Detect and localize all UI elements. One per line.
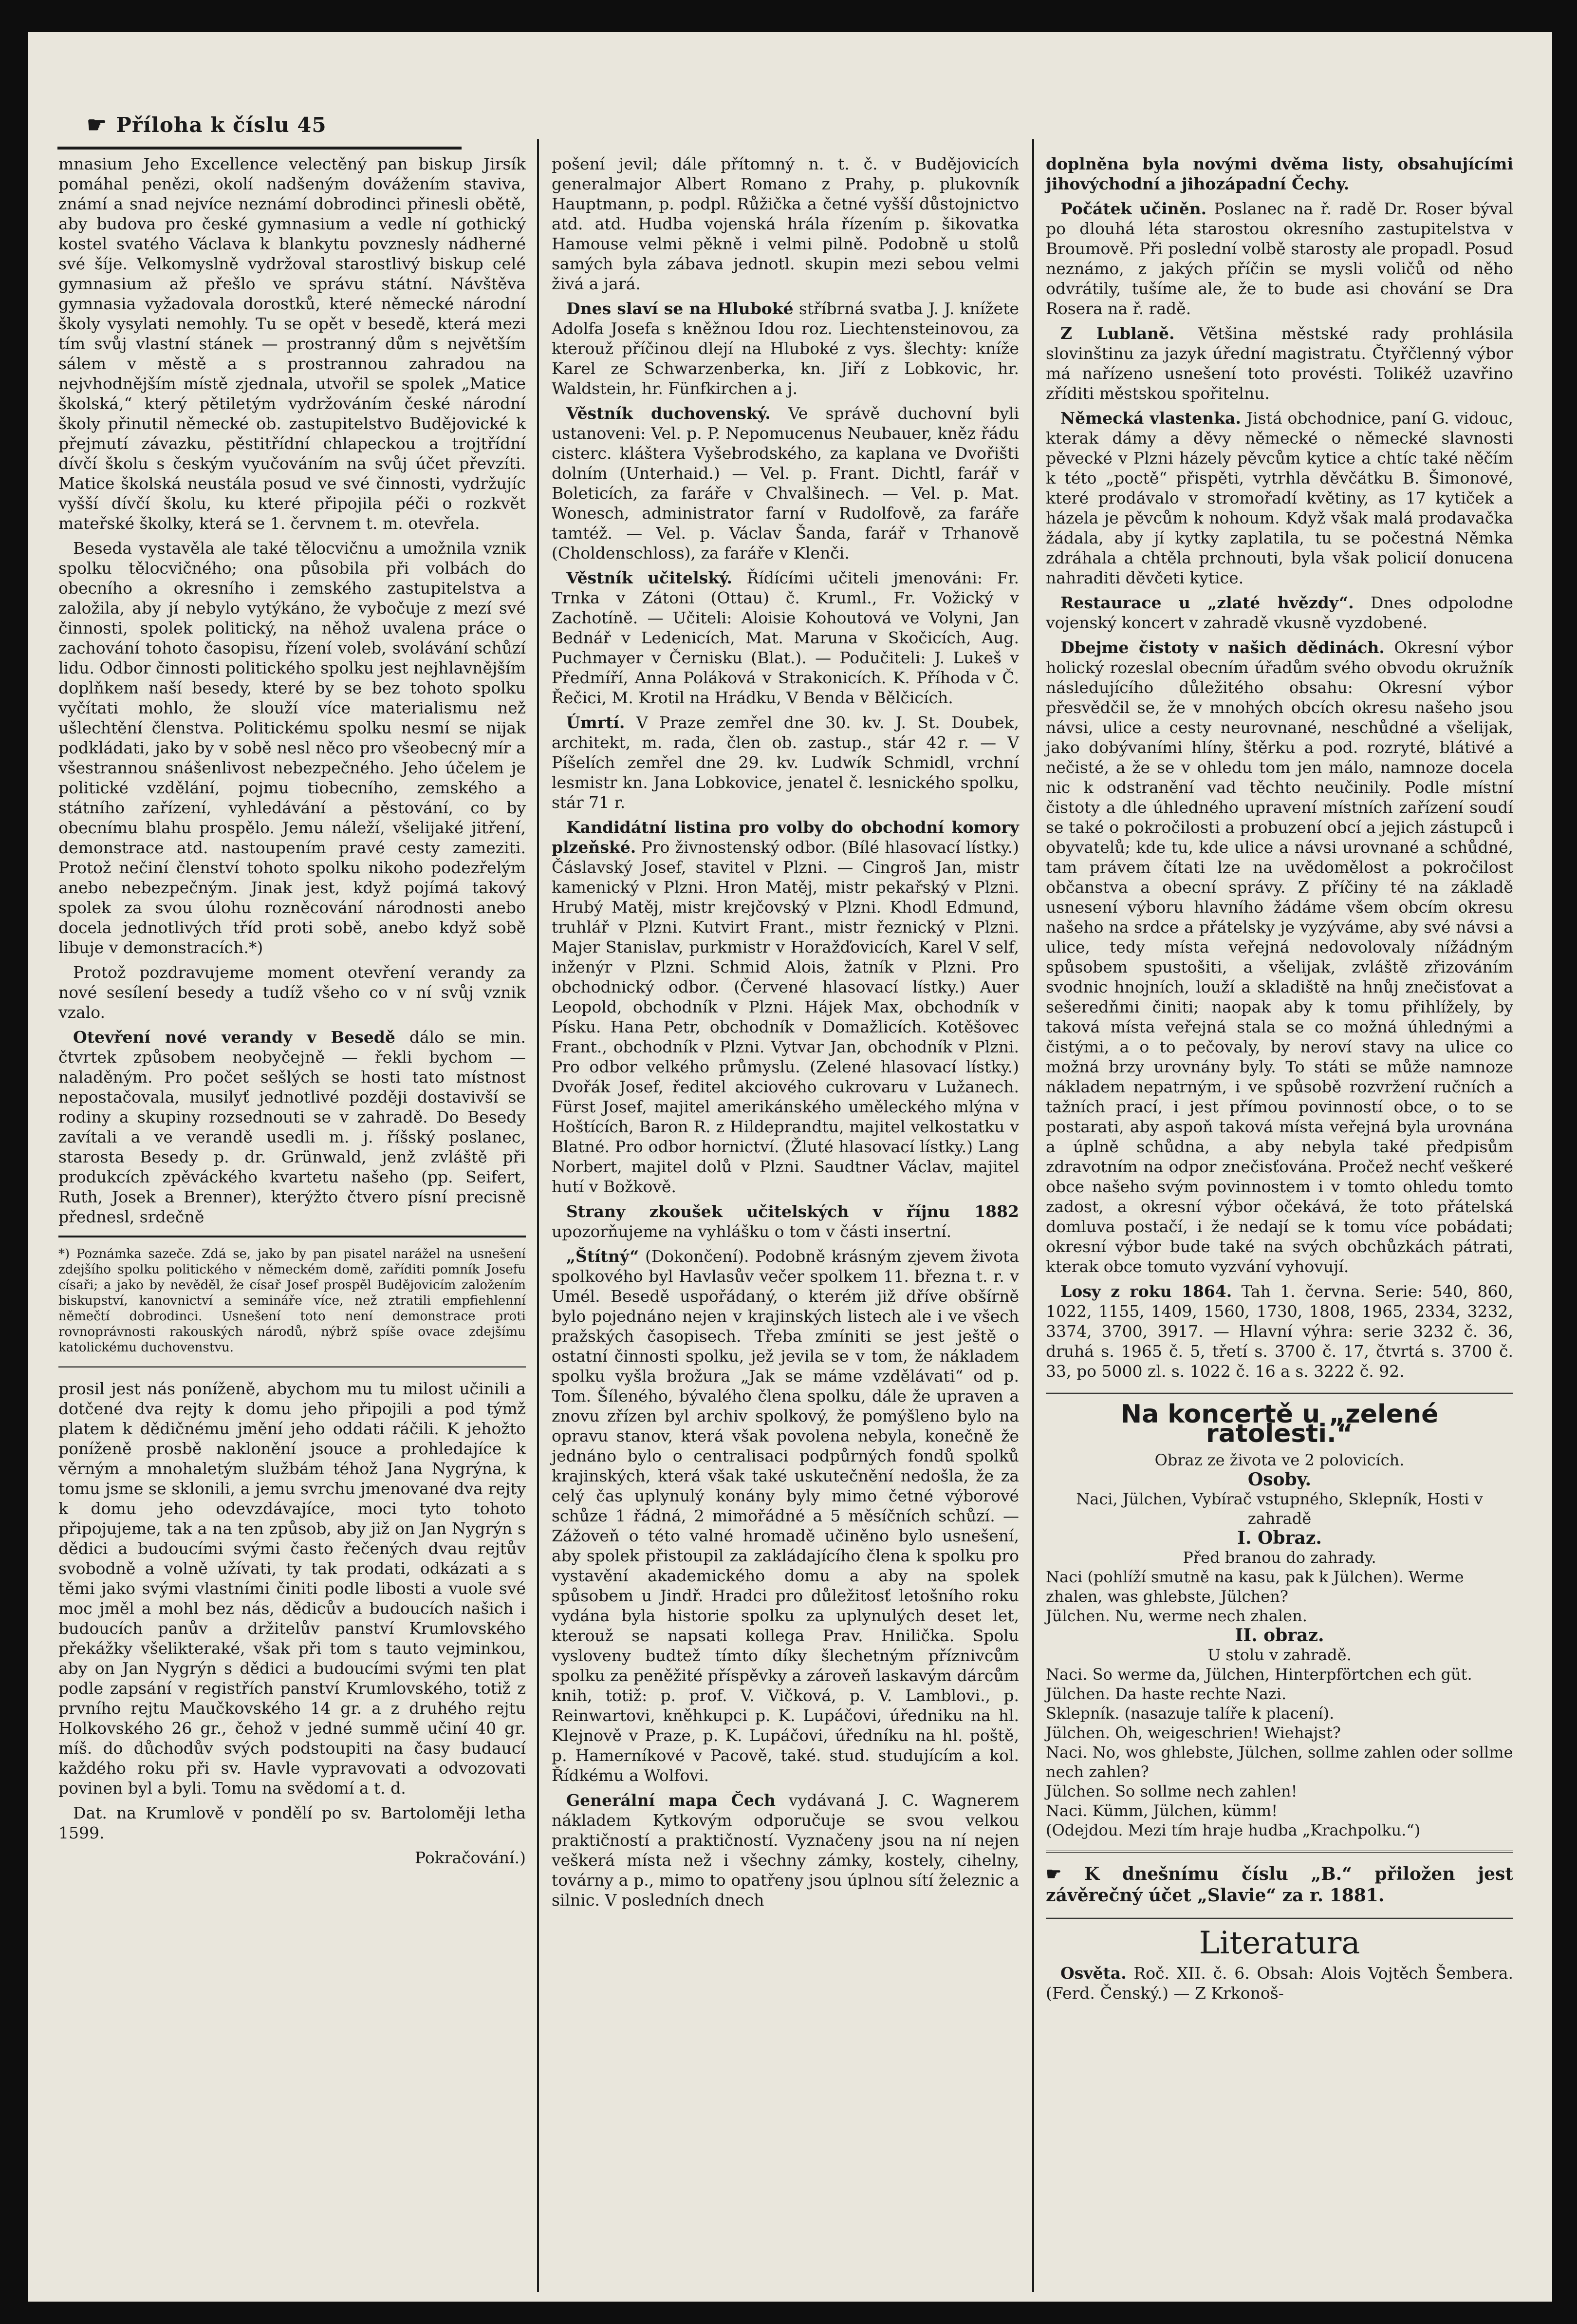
article-heading: Věstník duchovenský. (566, 404, 771, 423)
article-paragraph: prosil jest nás poníženě, abychom mu tu milost učinili a dotčené dva rejty k domu jeho připojili a pod týmž platem k dědičnému jmění jeho oddati ráčili. K jehožto poníženě prosbě naklonění jsouce a prohledajíce k věrným a mnohaletým službám téhož Jana Nygrýna, k tomu jsme se sklonili, a jemu svrchu jmenované dva rejty k domu jeho odevzdávajíce, moci tyto tohoto připojujeme, tak a na ten způsob, aby již on Jan Nygrýn s dědici a budoucími svými často řečených dvau rejtův svobodně a volně užívati, ty tak prodati, odkázati a s těmi jako svými vlastními činiti podle libosti a vuole své moc jměl a mohl bez nás, dědicův a budoucích našich i budoucích panův a držitelův panství Krumlovského překážky všelikteraké, však při tom s tauto vejminkou, aby on Jan Nygrýn s dědici a budoucími svými ten plat podle zapsání v registřích panství Krumlovského, totiž z prvního rejtu Maučkovského 14 gr. a z druhého rejtu Holkovského 26 gr., čehož v jedné summě učiní 40 gr. míš. do důchodův svých podstoupiti na časy budaucí každého roku při sv. Havle vypravovati a odvozovati povinen byl a byli. Tomu na svědomí a t. d. (58, 1379, 526, 1798)
dialogue-line: Naci (pohlíží smutně na kasu, pak k Jülchen). Werme zhalen, was ghlebste, Jülchen? (1046, 1568, 1464, 1606)
dialogue-line: Naci. So werme da, Jülchen, Hinterpförtchen ech güt. (1046, 1665, 1472, 1684)
article-text: Dnes odpolodne vojenský koncert v zahradě vkusně vyzdobené. (1046, 593, 1513, 632)
persons-heading: Osoby. (1247, 1469, 1312, 1490)
article-heading: Úmrtí. (566, 713, 625, 732)
article-heading: „Štítný“ (566, 1247, 639, 1266)
article-paragraph (552, 1246, 1019, 1785)
article-paragraph: mnasium Jeho Excellence velectěný pan biskup Jirsík pomáhal penězi, okolí nadšeným dovážením staviva, známí a snad nejvíce neznámí dobrodinci přinesli obětě, aby budova pro české gymnasium a vedle ní gothický kostel svatého Václava k blankytu povznesly nádherné své šíje. Velkomyslně vydržoval starostlivý biskup celé gymnasium až přešlo ve správu státní. Návštěva gymnasia vyžadovala dorostků, které německé národní školy vysylati nemohly. Tu se opět v besedě, která mezi tím svůj vlastní stánek — prostranný dům s největším sálem v městě a s prostrannou zahradou na nejvhodnějším místě zjednala, utvořil se spolek „Matice školská,“ který pětiletým vydržováním české národní školy přinutil německé ob. zastupitelstvo Budějovické k přejmutí závazku, pěstitřídní chlapeckou a trojtřídní dívčí školu s českým vyučováním na svůj účet převzíti. Matice školská neustála posud ve své činnosti, vydržujíc vyšší dívčí školu, ku které připojila péči o rozkvět mateřské školky, která se 1. červnem t. m. otevřela. (58, 154, 526, 533)
dialogue-line: (Odejdou. Mezi tím hraje hudba „Krachpolku.“) (1046, 1821, 1421, 1839)
article-heading: Dnes slaví se na Hluboké (566, 299, 794, 318)
article-heading: Strany zkoušek učitelských v říjnu 1882 (566, 1202, 1019, 1221)
article-paragraph (1046, 593, 1513, 633)
article-paragraph (552, 403, 1019, 563)
article-text: vydávaná J. C. Wagnerem nákladem Kytkovým odporučuje se svou velkou praktičností a praktičností. Vyznačeny jsou na ní nejen veškerá místa než i všechny zámky, kostely, cihelny, továrny a p., mimo to opatřeny jsou úplnou sítí železnic a silnic. V posledních dnech (552, 1791, 1019, 1910)
concert-sketch (1046, 1400, 1513, 1840)
divider (1046, 1392, 1513, 1394)
column-2 (552, 154, 1019, 1915)
article-heading: Věstník učitelský. (566, 568, 732, 587)
column-3 (1046, 154, 1513, 2008)
newspaper-page (28, 32, 1552, 2302)
footnote: *) Poznámka sazeče. Zdá se, jako by pan pisatel narážel na usnešení zdejšího spolku politického v německém domě, zaříditi pomník Josefu císaři; a jako by nevěděl, že císař Josef prospěl Budějovicím založením biskupství, kanovnictví a semináře více, než ztratili empfiehlenní němečtí dobrodinci. Usnešení toto není demonstrace proti rovnoprávnosti rakouských národů, nýbrž spíše ovace zdejšímu katolickému duchovenstvu. (58, 1247, 526, 1355)
column-divider (1032, 139, 1034, 2292)
article-heading: Otevření nové verandy v Besedě (73, 1028, 395, 1047)
dialogue-line: Naci. Kümm, Jülchen, kümm! (1046, 1801, 1278, 1820)
article-text: Většina městské rady prohlásila slovinštinu za jazyk úřední magistratu. Čtyřčlenný výbor má nařízeno usnešení toto provésti. Tolikéž uzavřino zříditi městskou spořitelnu. (1046, 324, 1513, 403)
dialogue-line: Jülchen. Da haste rechte Nazi. (1046, 1685, 1287, 1703)
article-heading: Počátek učiněn. (1060, 199, 1207, 218)
supplement-header (87, 110, 427, 139)
article-paragraph: Dat. na Krumlově v pondělí po sv. Bartoloměji letha 1599. (58, 1803, 526, 1842)
article-paragraph (58, 1027, 526, 1227)
header-rule (57, 147, 462, 150)
article-text: Ve správě duchovní byli ustanoveni: Vel. p. P. Nepomucenus Neubauer, kněz řádu cisterc. kláštera Vyšebrodského, za kaplana ve Dvořišti dolním (Unterhaid.) — Vel. p. Frant. Dichtl, farář v Boleticích, za faráře v Chvalšinech. — Vel. p. Mat. Wonesch, administrator farní v Rudolfově, za faráře tamtéž. — Vel. p. Václav Šanda, farář v Trhanově (Choldenschloss), za faráře v Klenči. (552, 404, 1019, 562)
supplement-title: Příloha k číslu 45 (116, 112, 327, 137)
article-paragraph (552, 1790, 1019, 1910)
article-paragraph: Beseda vystavěla ale také tělocvičnu a umožnila vznik spolku tělocvičného; ona působila při volbách do obecního a okresního i zemského zastupitelstva a založila, aby jí nebylo vytýkáno, že vybočuje z mezí své činnosti, spolek politický, na něhož uvalena práce o zachování tohoto časopisu, řízení voleb, svolávání schůzí lidu. Odbor činnosti politického spolku jest nejhlavnějším doplňkem naší besedy, které by se bez tohoto spolku vyčítati mohlo, že slouží více materialismu než ušlechtění členstva. Politickému spolku nesmí se nijak podkládati, jako by v sobě nesl něco pro všeobecný mír a všestrannou snášenlivost nebezpečného. Jeho účelem je politické vzdělání, pojmu tiobecního, zemského a státního zařízení, vyhledávání a pěstování, co by obecnímu blahu prospělo. Jemu náleží, všelijaké jitření, demonstrace atd. nastoupením pravé cesty zameziti. Protož nečiní členství tohoto spolku nikoho podezřelým anebo nebezpečným. Jinak jest, když pojímá takový spolek za svou úlohu rozněcování národnosti anebo docela jednotlivých tříd proti sobě, anebo když sobě libuje v demonstracích.*) (58, 539, 526, 957)
part-heading: I. Obraz. (1237, 1528, 1322, 1548)
divider (58, 1366, 526, 1368)
article-text: (Dokončení). Podobně krásným zjevem života spolkového byl Havlasův večer spolkem 11. března t. r. v Umél. Besedě uspořádaný, o kterém již dříve obšírně bylo pojednáno nejen v krajinských listech ale i ve všech pražských časopisech. Třeba zmíniti se jest ještě o ostatní činnosti spolku, jež jevila se v tom, že nákladem spolku vyšla brožura „Jak se máme vzdělávati“ od p. Tom. Šíleného, bývalého člena spolku, dále že upraven a znovu zřízen byl archiv spolkový, že pomýšleno bylo na opravu stanov, která však povolena nebyla, konečně že jednáno bylo o centralisaci podpůrných fondů spolků krajinských, která však také uskutečnění nedošla, že za celý čas uplynulý konány byly mimo četné výborové schůze 1 řádná, 2 mimořádné a 5 měsíčních schůzí. — Zážoveň o této valné hromadě učiněno bylo usnešení, aby spolek přistoupil za zakládajícího člena k spolku pro vystavění akademického domu a aby na spolek spůsobem u Jindř. Hradci pro důležitosť letošního roku vydána byla historie spolku za uplynulých deset let, kterouž se napsati kollega Prav. Hnilička. Spolu vysloveny budtež tímto díky šlechetným příznivcům spolku za peněžité příspěvky a zároveň laskavým dárcům knih, totiž: p. prof. V. Vičková, p. V. Lamblovi., p. Reinwartovi, kněhkupci p. K. Lupáčovi, úředniku na hl. Klejnově v Praze, p. K. Lupáčovi, úředníku na hl. poště, p. Hamerníkové v Pacově, také. stud. studujícím a kol. Řídkému a Wolfovi. (552, 1247, 1019, 1785)
pointing-hand-icon: ☛ (87, 112, 108, 138)
literature-heading: Literatura (1199, 1925, 1360, 1961)
article-paragraph: doplněna byla novými dvěma listy, obsahujícími jihovýchodní a jihozápadní Čechy. (1046, 154, 1513, 193)
article-text: Jistá obchodnice, paní G. vidouc, kterak dámy a děvy německé o německé slavnosti pěvecké v Plzni házely pěvcům kytice a chtíc také něčím k této „poctě“ přispěti, vytrhla děvčátku B. Šimonové, které prodávalo v stromořadí květiny, as 17 kytiček a házela je pěvcům k nohoum. Když však malá prodavačka žádala, aby jí kytky zaplatila, tu se počestná Němka zdráhala a chtěla prchnouti, byla však policií donucena nahraditi děvčeti kytice. (1046, 409, 1513, 587)
article-paragraph (552, 299, 1019, 398)
article-text: stříbrná svatba J. J. knížete Adolfa Josefa s kněžnou Idou roz. Liechtensteinovou, za kterouž příčinou dlejí na Hluboké z vys. šlechty: kníže Karel ze Schwarzenberka, kn. Jiří z Lobkovic, hr. Waldstein, hr. Fünfkirchen a j. (552, 299, 1019, 398)
article-paragraph (1046, 637, 1513, 1276)
sketch-title: Na koncertě u „zelené ratolesti.“ (1120, 1400, 1439, 1448)
article-text: Okresní výbor holický rozeslal obecním úřadům svého obvodu okružník následujícího důležitého obsahu: Okresní výbor přesvědčil se, že v mnohých obcích okresu našeho jsou návsi, ulice a cesty neurovnané, neschůdné a všelijak, jako dobývaními hlíny, štěrku a pod. rozryté, blátivé a nečisté, a že se v ohledu tom jen málo, namnoze docela nic k odstranění vad těchto neučinily. Podle místní čistoty a dle úhledného upravení místních zařízení soudí se také o pokročilosti a probuzení obcí a jejich zástupců i obyvatelů; kde tu, kde ulice a návsi urovnané a schůdné, tam právem čítati lze na uvědomělost a pokročilost občanstva a obecní správy. Z příčiny té na základě usnesení výboru hlavního žádáme všem obcím okresu našeho na srdce a přátelsky je vyzýváme, aby své návsi a ulice, tedy místa veřejná nedovolovaly nížádným spůsobem spustošiti, a všelijak, zvláště zřizováním svodnic hnojních, louží a skladiště na hnůj znečisťovat a sešeredňmi činiti; naopak aby k tomu přihlížely, by taková místa veřejná stala se co možná úhlednými a čistými, a o to pečovaly, by neroví stavy na ulice co možná brzy urovnány byly. To státi se může namnoze nákladem nepatrným, i ve spůsobě rozvržení ručních a tažních prací, i jest přímou povinností obce, o to se postarati, aby aspoň taková místa veřejná byla urovnána a úplně schůdna, a aby nebyla také předpisům zdravotním na odpor znečisťována. Pročež nechť veškeré obce našeho svým povinnostem i v tomto ohledu tomto zadost, a okresní výbor očekává, že toto přátelská domluva postačí, i že nedají se k tomu více pobádati; okresní výbor bude také na svých obchůzkách pátrati, kterak obce tomuto vyzvání vyhovují. (1046, 638, 1513, 1276)
article-heading: Losy z roku 1864. (1060, 1282, 1232, 1301)
part-heading: II. obraz. (1235, 1625, 1324, 1646)
column-1 (58, 154, 526, 1873)
article-text: Roč. XII. č. 6. Obsah: Alois Vojtěch Šembera. (Ferd. Čenský.) — Z Krkonoš- (1046, 1964, 1513, 2003)
article-paragraph (552, 1201, 1019, 1241)
article-text: dálo se min. čtvrtek způsobem neobyčejně — řekli bychom — naladěným. Pro počet sešlých se hosti tato místnost nepostačovala, musilyť jednotlivé později dostavivší se rodiny a skupiny rozsednouti se v zahradě. Do Besedy zavítali a ve verandě usedli m. j. říšský poslanec, starosta Besedy p. dr. Grünwald, jenž zvláště při produkcích zpěváckého kvartetu našeho (pp. Seifert, Ruth, Josek a Brenner), kterýžto čtvero písní precisně přednesl, srdečně (58, 1028, 526, 1226)
article-heading: Restaurace u „zlaté hvězdy“. (1060, 593, 1354, 612)
divider (58, 1236, 526, 1237)
article-paragraph: pošení jevil; dále přítomný n. t. č. v Budějovicích generalmajor Albert Romano z Prahy, p. plukovník Hauptmann, p. podpl. Růžička a četné vyšší důstojnictvo atd. atd. Hudba vojenská hrála řízením p. šikovatka Hamouse velmi pěkně i velmi pilně. Podobně u stolů samých byla zábava jednotl. skupin mezi sebou velmi živá a jará. (552, 154, 1019, 293)
article-paragraph (1046, 199, 1513, 319)
sketch-subtitle: Obraz ze života ve 2 polovicích. (1154, 1451, 1405, 1469)
dialogue-line: Naci. No, wos ghlebste, Jülchen, sollme zahlen oder sollme nech zahlen? (1046, 1743, 1513, 1781)
article-paragraph (552, 817, 1019, 1197)
pointing-hand-icon: ☛ (1046, 1864, 1062, 1884)
supplement-notice (1046, 1863, 1513, 1906)
divider (1046, 1917, 1513, 1919)
article-heading: Osvěta. (1060, 1964, 1127, 1983)
article-paragraph (552, 568, 1019, 708)
article-text: Poslanec na ř. radě Dr. Roser býval po dlouhá léta starostou okresního zastupitelstva v Broumově. Při poslední volbě starosty ale propadl. Posud neznámo, z jakých příčin se mysli voličů od něho odvrátily, tušíme ale, že to bude asi chování se Dra Rosera na ř. radě. (1046, 199, 1513, 318)
article-heading: Z Lublaně. (1060, 324, 1175, 343)
article-paragraph (552, 712, 1019, 812)
column-divider (537, 139, 539, 2292)
article-heading: Generální mapa Čech (566, 1791, 776, 1810)
article-paragraph (1046, 1281, 1513, 1381)
article-text: V Praze zemřel dne 30. kv. J. St. Doubek, architekt, m. rada, člen ob. zastup., stár 42 r. — V Píšelích zemřel dne 29. kv. Ludwík Schmidl, vrchní lesmistr kn. Jana Lobkovice, jenatel č. lesnického spolku, stár 71 r. (552, 713, 1019, 812)
article-text: Pro živnostenský odbor. (Bílé hlasovací lístky.) Čáslavský Josef, stavitel v Plzni. — Cingroš Jan, mistr kamenický v Plzni. Hron Matěj, mistr pekařský v Plzni. Hrubý Matěj, mistr krejčovský v Plzni. Khodl Edmund, truhlář v Plzni. Kutvirt Frant., mistr řeznický v Plzni. Majer Stanislav, purkmistr v Horažďovicích, Karel V self, inženýr v Plzni. Schmid Alois, žatník v Plzni. Pro obchodnický odbor. (Červené hlasovací lístky.) Auer Leopold, obchodník v Plzni. Hájek Max, obchodník v Písku. Hana Petr, obchodník v Domažlicích. Kotěšovec Frant., obchodník v Plzni. Vytvar Jan, obchodník v Plzni. Pro odbor velkého průmyslu. (Zelené hlasovací lístky.) Dvořák Josef, ředitel akciového cukrovaru v Lužanech. Fürst Josef, majitel amerikánského uměleckého mlýna v Hoštících, Baron R. z Hildeprandtu, majitel velkostatku v Blatné. Pro odbor hornictví. (Žluté hlasovací lístky.) Lang Norbert, majitel dolů v Plzni. Saudtner Václav, majitel hutí v Božkově. (552, 838, 1019, 1196)
dialogue-line: Jülchen. Nu, werme nech zhalen. (1046, 1607, 1307, 1625)
persons-list: Naci, Jülchen, Vybírač vstupného, Sklepník, Hosti v zahradě (1076, 1490, 1483, 1528)
article-paragraph: Protož pozdravujeme moment otevření verandy za nové sesílení besedy a tudíž všeho co v ní svůj vznik vzalo. (58, 963, 526, 1022)
stage-note: Před branou do zahrady. (1183, 1548, 1376, 1567)
article-paragraph (1046, 1963, 1513, 2003)
article-text: upozorňujeme na vyhlášku o tom v části insertní. (552, 1222, 952, 1241)
article-heading: Kandidátní listina pro volby do obchodní komory plzeňské. (552, 818, 1019, 857)
dialogue-line: Sklepník. (nasazuje talíře k placení). (1046, 1704, 1335, 1723)
article-text: Řídícími učiteli jmenováni: Fr. Trnka v Zátoni (Ottau) č. Kruml., Fr. Vožický v Zachotíně. — Učiteli: Aloisie Kohoutová ve Volyni, Jan Bednář v Ledenicích, Mat. Maruna v Skočicích, Aug. Puchmayer v Černisku (Blat.). — Podučiteli: J. Lukeš v Předmíří, Anna Poláková v Strakonicích. K. Příhoda v Č. Řečici, M. Krotil na Hrádku, V Benda v Bělčicích. (552, 568, 1019, 707)
article-heading: Dbejme čistoty v našich dědinách. (1060, 638, 1385, 657)
notice-text: K dnešnímu číslu „B.“ přiložen jest závěrečný účet „Slavie“ za r. 1881. (1046, 1864, 1513, 1906)
article-paragraph (1046, 323, 1513, 403)
article-heading: Německá vlastenka. (1060, 409, 1241, 428)
stage-note: U stolu v zahradě. (1207, 1646, 1352, 1664)
article-text: Tah 1. června. Serie: 540, 860, 1022, 1155, 1409, 1560, 1730, 1808, 1965, 2334, 3232, 3374, 3700, 3917. — Hlavní výhra: serie 3232 č. 36, druhá s. 1965 č. 5, třetí s. 3700 č. 17, čtvrtá s. 3700 č. 33, po 5000 zl. s. 1022 č. 16 a s. 3222 č. 92. (1046, 1282, 1513, 1381)
continuation-note: Pokračování.) (414, 1848, 526, 1867)
dialogue-line: Jülchen. Oh, weigeschrien! Wiehajst? (1046, 1724, 1341, 1742)
article-paragraph (1046, 408, 1513, 588)
divider (1046, 1851, 1513, 1853)
dialogue-line: Jülchen. So sollme nech zahlen! (1046, 1782, 1298, 1800)
